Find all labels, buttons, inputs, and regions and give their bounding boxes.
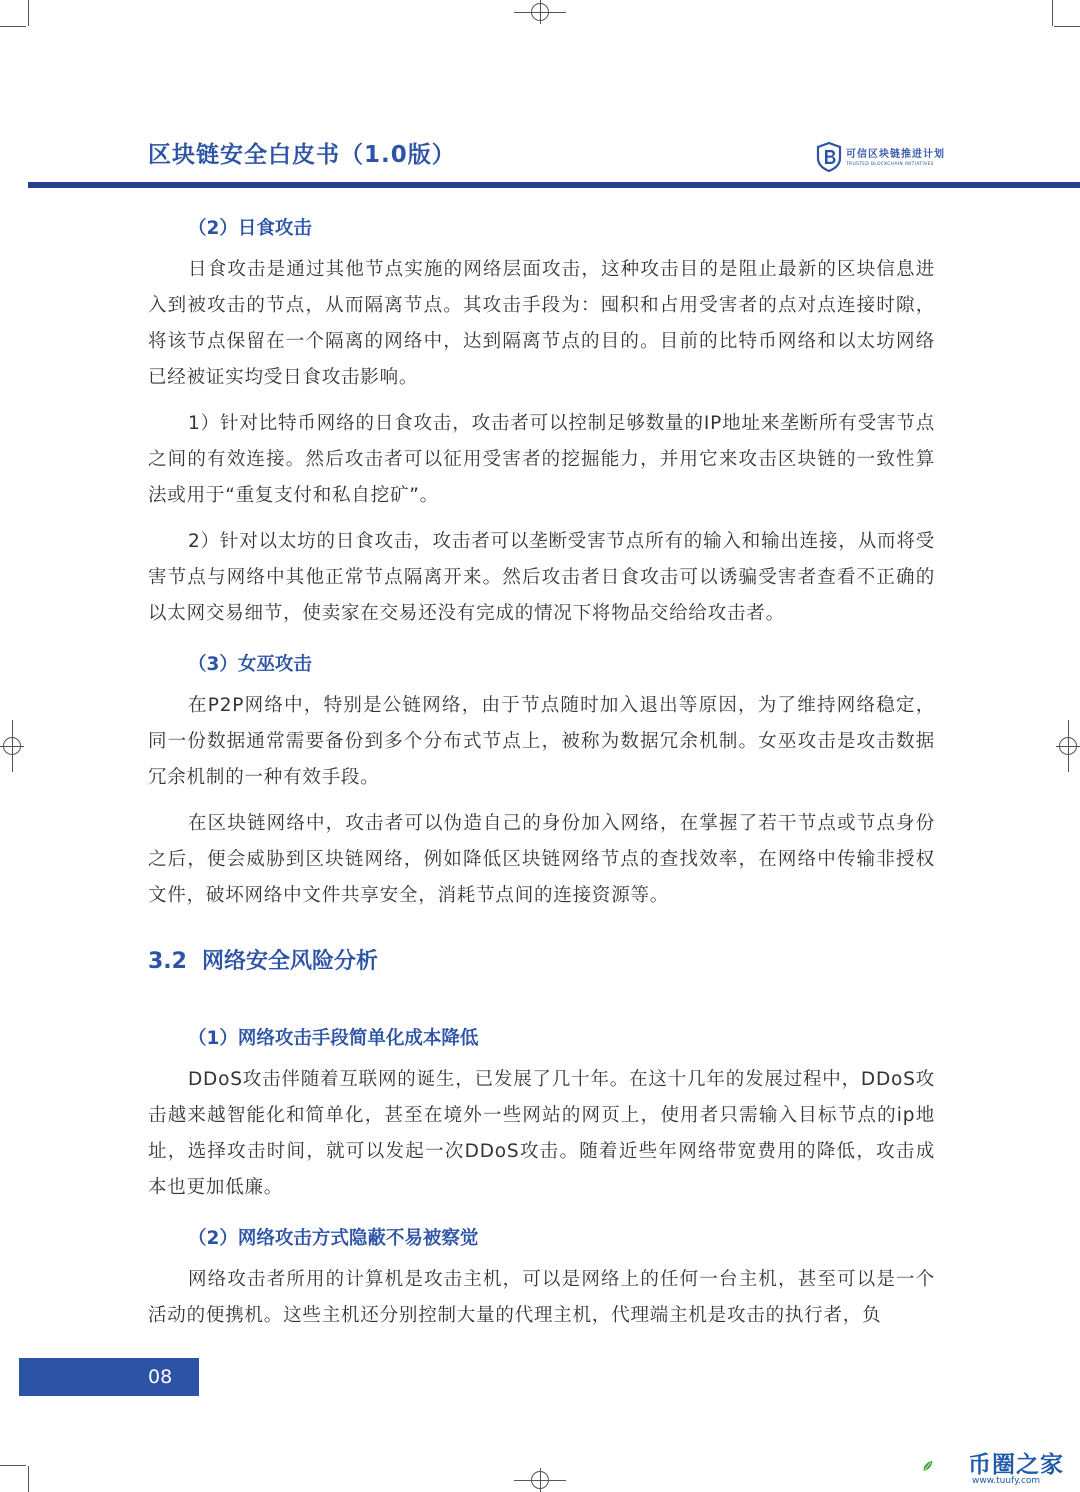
paragraph: 1）针对比特币网络的日食攻击，攻击者可以控制足够数量的IP地址来垄断所有受害节点之间的有效连接。然后攻击者可以征用受害者的挖掘能力，并用它来攻击区块链的一致性算法或用于“重复支付和私自挖矿”。 bbox=[148, 413, 935, 506]
subheading-sybil-attack: （3）女巫攻击 bbox=[188, 654, 312, 675]
subheading-attack-cost: （1）网络攻击手段简单化成本降低 bbox=[188, 1028, 479, 1049]
crop-mark-top-left-h bbox=[0, 26, 26, 27]
header-divider-bar bbox=[28, 182, 1080, 188]
paragraph: 在区块链网络中，攻击者可以伪造自己的身份加入网络，在掌握了若干节点或节点身份之后，便会威胁到区块链网络，例如降低区块链网络节点的查找效率，在网络中传输非授权文件，破坏网络中文件共享安全，消耗节点间的连接资源等。 bbox=[148, 813, 935, 906]
subheading-eclipse-attack: （2）日食攻击 bbox=[188, 218, 312, 239]
paragraph: 网络攻击者所用的计算机是攻击主机，可以是网络上的任何一台主机，甚至可以是一个活动的便携机。这些主机还分别控制大量的代理主机，代理端主机是攻击的执行者，负 bbox=[148, 1269, 935, 1326]
page-body bbox=[148, 206, 935, 1344]
subheading-attack-concealment: （2）网络攻击方式隐蔽不易被察觉 bbox=[188, 1228, 479, 1249]
section-heading bbox=[148, 942, 935, 982]
leaf-logo-icon bbox=[922, 1444, 966, 1488]
paragraph: DDoS攻击伴随着互联网的诞生，已发展了几十年。在这十几年的发展过程中，DDoS攻击越来越智能化和简单化，甚至在境外一些网站的网页上，使用者只需输入目标节点的ip地址，选择攻击时间，就可以发起一次DDoS攻击。随着近些年网络带宽费用的降低，攻击成本也更加低廉。 bbox=[148, 1069, 935, 1198]
organization-logo-text bbox=[846, 145, 945, 167]
crop-mark-top-left-v bbox=[28, 0, 29, 26]
logo-text-en: TRUSTED BLOCKCHAIN INITIATIVES bbox=[846, 162, 934, 167]
paragraph: 在P2P网络中，特别是公链网络，由于节点随时加入退出等原因，为了维持网络稳定，同一份数据通常需要备份到多个分布式节点上，被称为数据冗余机制。女巫攻击是攻击数据冗余机制的一种有效手段。 bbox=[148, 695, 935, 788]
page-number: 08 bbox=[148, 1366, 173, 1388]
paragraph: 2）针对以太坊的日食攻击，攻击者可以垄断受害节点所有的输入和输出连接，从而将受害节点与网络中其他正常节点隔离开来。然后攻击者日食攻击可以诱骗受害者查看不正确的以太网交易细节，使卖家在交易还没有完成的情况下将物品交给给攻击者。 bbox=[148, 531, 935, 624]
crop-mark-top-right-v bbox=[1052, 0, 1053, 26]
crop-mark-top-right-h bbox=[1054, 26, 1080, 27]
section-title: 网络安全风险分析 bbox=[202, 949, 379, 974]
watermark-text: 币圈之家 bbox=[968, 1452, 1064, 1478]
logo-text-cn: 可信区块链推进计划 bbox=[846, 149, 945, 160]
paragraph: 日食攻击是通过其他节点实施的网络层面攻击，这种攻击目的是阻止最新的区块信息进入到被攻击的节点，从而隔离节点。其攻击手段为：囤积和占用受害者的点对点连接时隙，将该节点保留在一个隔离的网络中，达到隔离节点的目的。目前的比特币网络和以太坊网络已经被证实均受日食攻击影响。 bbox=[148, 259, 935, 388]
blockchain-shield-logo-icon bbox=[816, 142, 842, 172]
watermark-url: www.tuufy.com bbox=[972, 1476, 1041, 1486]
section-number: 3.2 bbox=[148, 949, 187, 974]
crop-mark-bottom-left-h bbox=[0, 1465, 26, 1466]
document-title: 区块链安全白皮书（1.0版） bbox=[148, 142, 456, 168]
crop-mark-bottom-left-v bbox=[28, 1466, 29, 1492]
